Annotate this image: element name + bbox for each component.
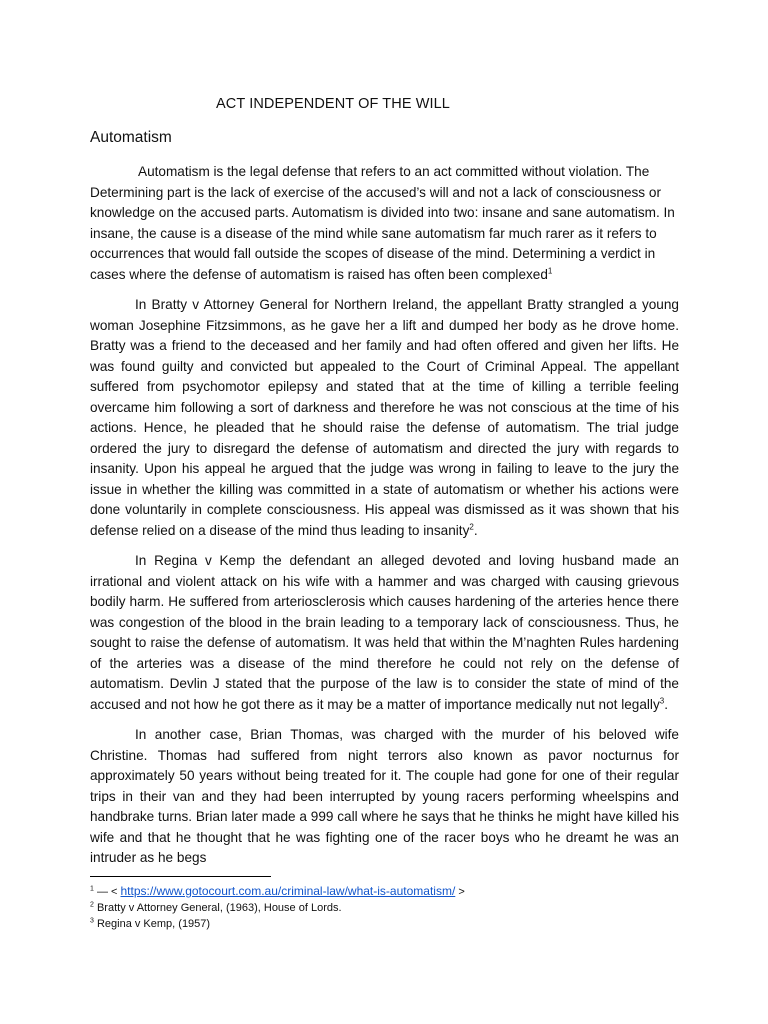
- footnote-prefix: — <: [93, 886, 121, 898]
- footnote-suffix: >: [455, 886, 465, 898]
- paragraph-bratty: [90, 295, 679, 541]
- paragraph-tail: .: [664, 696, 668, 712]
- paragraph-text: In Bratty v Attorney General for Northern Ireland, the appellant Bratty strangled a young woman Josephine Fitzsimmons, as he gave her a lift and dumped her body as he drove home. Bratty was a friend to the deceased and her family and had often offered and given her lifts. He was found guilty and convicted but appealed to the Court of Criminal Appeal. The appellant suffered from psychomotor epilepsy and stated that at the time of killing a terrible feeling overcame him following a sort of darkness and therefore he was not conscious at the time of his actions. Hence, he pleaded that he should raise the defense of automatism. The trial judge ordered the jury to disregard the defense of automatism and directed the jury with regards to insanity. Upon his appeal he argued that the judge was wrong in failing to leave to the jury the issue in whether the killing was committed in a state of automatism or whether his actions were done voluntarily in complete consciousness. His appeal was dismissed as it was shown that his defense relied on a disease of the mind thus leading to insanity: [90, 297, 679, 538]
- footnote-link[interactable]: https://www.gotocourt.com.au/criminal-law/what-is-automatism/: [120, 884, 456, 898]
- section-heading: Automatism: [90, 129, 172, 146]
- footnote-separator: [90, 876, 271, 877]
- paragraph-text: In another case, Brian Thomas, was charged with the murder of his beloved wife Christine. Thomas had suffered from night terrors also known as pavor nocturnus for approximately 50 years without being treated for it. The couple had gone for one of their regular trips in their van and they had been interrupted by young racers performing wheelspins and handbrake turns. Brian later made a 999 call where he says that he thinks he might have killed his wife and that he thought that he was fighting one of the racer boys who he dreamt he was an intruder as he begs: [90, 727, 679, 865]
- footnote-text: Regina v Kemp, (1957): [93, 918, 211, 930]
- paragraph-intro: [90, 162, 679, 285]
- body-text-cases: [90, 295, 679, 869]
- footnote-1: [90, 883, 690, 900]
- paragraph-tail: .: [473, 522, 478, 538]
- footnote-2: [90, 900, 690, 916]
- footnote-mark: 3: [90, 917, 94, 925]
- document-title: ACT INDEPENDENT OF THE WILL: [216, 96, 450, 112]
- footnote-mark: 2: [90, 901, 94, 909]
- footnotes: [90, 883, 690, 932]
- paragraph-text: In Regina v Kemp the defendant an alleged devoted and loving husband made an irrational and violent attack on his wife with a hammer and was charged with causing grievous bodily harm. He suffered from arteriosclerosis which causes hardening of the arteries hence there was congestion of the blood in the brain leading to a temporary lack of consciousness. Thus, he sought to raise the defense of automatism. It was held that within the M’naghten Rules hardening of the arteries was a disease of the mind therefore he could not rely on the defense of automatism. Devlin J stated that the purpose of the law is to consider the state of mind of the accused and not how he got there as it may be a matter of importance medically nut not legally: [90, 553, 679, 712]
- footnote-mark: 1: [90, 885, 94, 893]
- paragraph-kemp: [90, 551, 679, 715]
- footnote-3: [90, 916, 690, 932]
- footnote-text: Bratty v Attorney General, (1963), House of Lords.: [93, 902, 342, 914]
- footnote-ref-1[interactable]: 1: [547, 265, 553, 275]
- footnote-ref-2[interactable]: 2: [469, 521, 474, 531]
- paragraph-text: Automatism is the legal defense that refers to an act committed without violation. The Determining part is the lack of exercise of the accused’s will and not a lack of consciousness or knowledge on the accused parts. Automatism is divided into two: insane and sane automatism. In insane, the cause is a disease of the mind while sane automatism far much rarer as it refers to occurrences that would fall outside the scopes of disease of the mind. Determining a verdict in cases where the defense of automatism is raised has often been complexed: [90, 164, 675, 282]
- footnote-ref-3[interactable]: 3: [659, 695, 665, 705]
- body-text: [90, 162, 679, 285]
- paragraph-thomas: [90, 725, 679, 869]
